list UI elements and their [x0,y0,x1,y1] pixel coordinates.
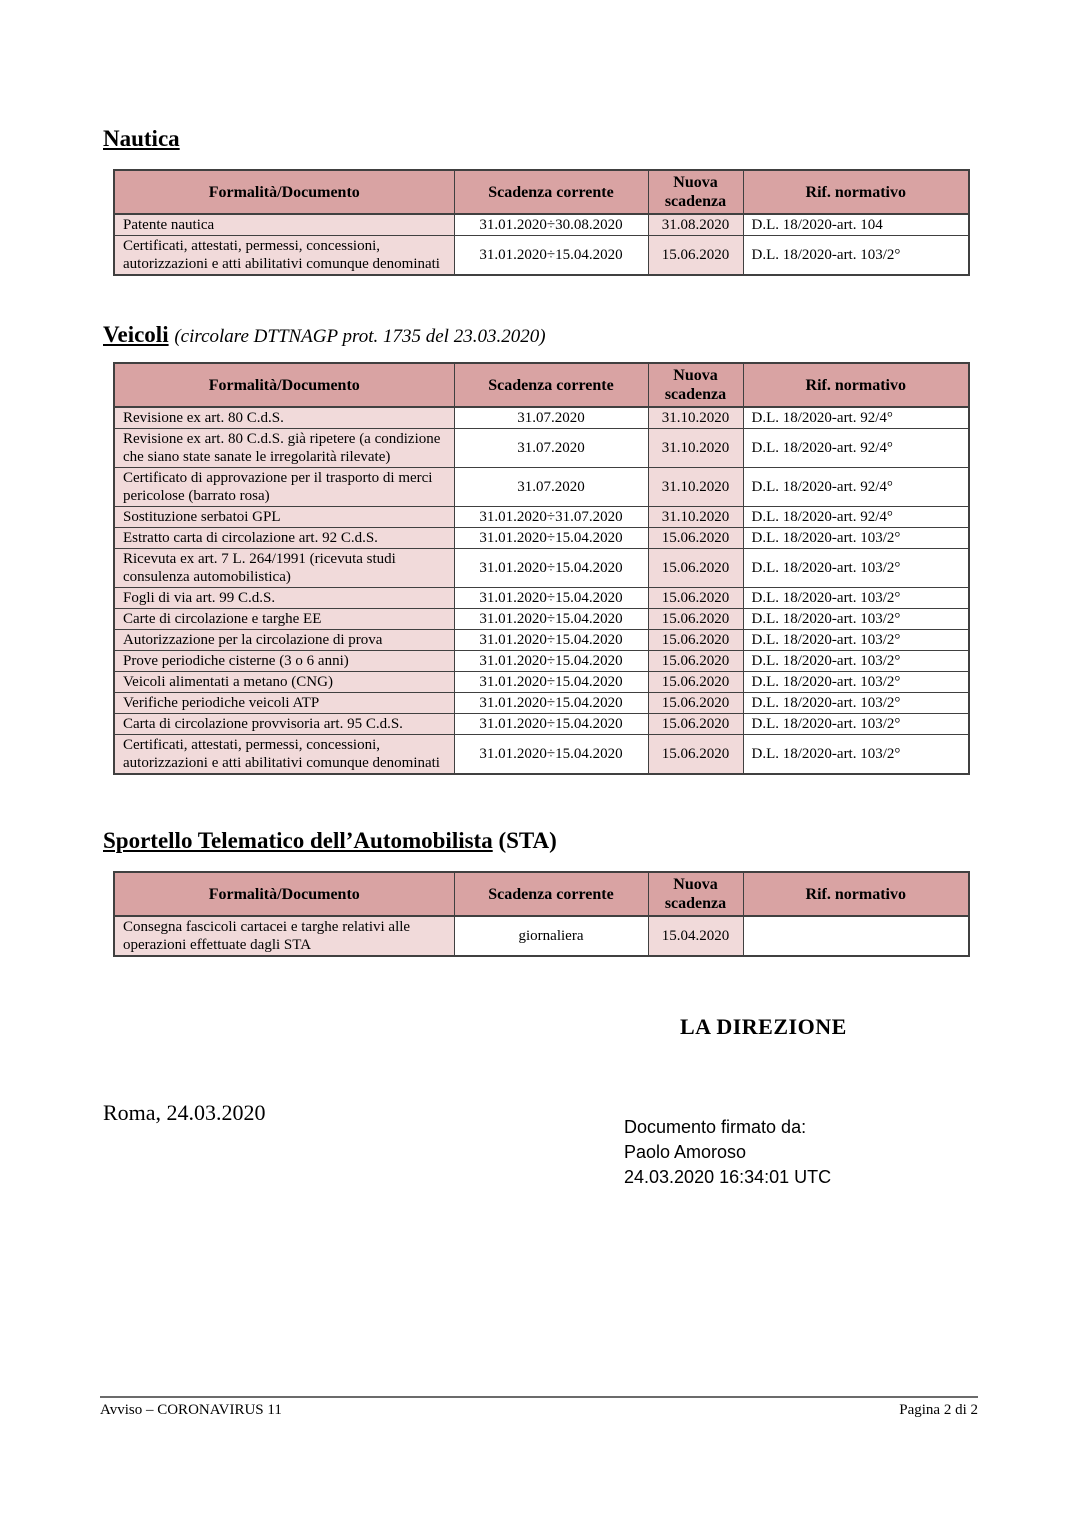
table-cell: 15.06.2020 [648,651,743,672]
table-cell: D.L. 18/2020-art. 103/2° [743,672,969,693]
table-cell: Sostituzione serbatoi GPL [114,507,454,528]
table-cell: Fogli di via art. 99 C.d.S. [114,588,454,609]
table-cell: 15.06.2020 [648,630,743,651]
section-title-sta: Sportello Telematico dell’Automobilista [103,828,493,853]
table-cell: 15.06.2020 [648,693,743,714]
table-cell: D.L. 18/2020-art. 103/2° [743,236,969,276]
table-cell: D.L. 18/2020-art. 92/4° [743,407,969,429]
table-cell: 31.07.2020 [454,429,648,468]
column-header: Rif. normativo [743,170,969,214]
table-cell: D.L. 18/2020-art. 103/2° [743,609,969,630]
table-cell: Ricevuta ex art. 7 L. 264/1991 (ricevuta studi consulenza automobilistica) [114,549,454,588]
table-row [114,609,969,630]
table-cell: D.L. 18/2020-art. 103/2° [743,588,969,609]
table-cell: giornaliera [454,916,648,956]
table-cell: 15.06.2020 [648,549,743,588]
table-cell [743,916,969,956]
table-cell: 15.06.2020 [648,528,743,549]
table-cell: 31.10.2020 [648,468,743,507]
table-cell: D.L. 18/2020-art. 103/2° [743,549,969,588]
column-header: Rif. normativo [743,363,969,407]
section-heading-veicoli [103,322,546,348]
table-cell: 31.01.2020÷15.04.2020 [454,714,648,735]
table-row [114,916,969,956]
table-row [114,468,969,507]
table-cell: D.L. 18/2020-art. 92/4° [743,507,969,528]
table-cell: Autorizzazione per la circolazione di prova [114,630,454,651]
table-row [114,236,969,276]
table-cell: 31.01.2020÷15.04.2020 [454,672,648,693]
table-cell: D.L. 18/2020-art. 92/4° [743,429,969,468]
table-row [114,693,969,714]
nautica-table [113,169,970,276]
footer-page-number: Pagina 2 di 2 [899,1402,978,1418]
table-cell: 15.04.2020 [648,916,743,956]
table-cell: 15.06.2020 [648,735,743,775]
table-cell: Carta di circolazione provvisoria art. 95 C.d.S. [114,714,454,735]
signature-line-timestamp: 24.03.2020 16:34:01 UTC [624,1167,832,1187]
column-header: Nuova scadenza [648,872,743,916]
table-cell: Revisione ex art. 80 C.d.S. [114,407,454,429]
table-cell: Carte di circolazione e targhe EE [114,609,454,630]
table-cell: D.L. 18/2020-art. 92/4° [743,468,969,507]
table-cell: 31.08.2020 [648,214,743,236]
page-footer [100,1402,978,1419]
table-row [114,735,969,775]
table-row [114,407,969,429]
table-cell: 31.01.2020÷15.04.2020 [454,609,648,630]
table-cell: D.L. 18/2020-art. 103/2° [743,735,969,775]
table-cell: Verifiche periodiche veicoli ATP [114,693,454,714]
table-row [114,651,969,672]
table-cell: 15.06.2020 [648,236,743,276]
table-cell: Certificati, attestati, permessi, concessioni, autorizzazioni e atti abilitativi comunque denominati [114,735,454,775]
table-cell: Patente nautica [114,214,454,236]
table-cell: D.L. 18/2020-art. 104 [743,214,969,236]
signature-line-name: Paolo Amoroso [624,1142,747,1162]
sta-table [113,871,970,957]
column-header: Scadenza corrente [454,363,648,407]
table-cell: 31.01.2020÷15.04.2020 [454,549,648,588]
table-cell: 31.07.2020 [454,468,648,507]
table-row [114,429,969,468]
nautica-table-body [114,214,969,275]
table-cell: 31.10.2020 [648,429,743,468]
column-header: Formalità/Documento [114,363,454,407]
column-header: Formalità/Documento [114,872,454,916]
table-cell: 31.01.2020÷15.04.2020 [454,528,648,549]
table-header-row [114,363,969,407]
section-title-sta-suffix: (STA) [498,828,557,853]
column-header: Rif. normativo [743,872,969,916]
veicoli-table [113,362,970,775]
table-cell: 31.01.2020÷15.04.2020 [454,735,648,775]
table-header-row [114,170,969,214]
table-cell: Certificato di approvazione per il trasporto di merci pericolose (barrato rosa) [114,468,454,507]
direzione-heading: LA DIREZIONE [680,1014,847,1039]
table-row [114,528,969,549]
table-header-row [114,872,969,916]
table-row [114,549,969,588]
table-cell: 31.01.2020÷15.04.2020 [454,651,648,672]
table-cell: D.L. 18/2020-art. 103/2° [743,528,969,549]
table-cell: 15.06.2020 [648,672,743,693]
column-header: Formalità/Documento [114,170,454,214]
footer-doc-label: Avviso – CORONAVIRUS 11 [100,1402,282,1418]
table-cell: 31.01.2020÷31.07.2020 [454,507,648,528]
table-cell: 31.01.2020÷30.08.2020 [454,214,648,236]
table-cell: 31.01.2020÷15.04.2020 [454,630,648,651]
table-row [114,672,969,693]
section-title-veicoli: Veicoli [103,322,169,347]
section-title-nautica: Nautica [103,126,180,151]
table-row [114,714,969,735]
footer-rule [100,1396,978,1398]
table-cell: 15.06.2020 [648,609,743,630]
column-header: Nuova scadenza [648,170,743,214]
signature-line-signed-by: Documento firmato da: [624,1117,807,1137]
table-cell: 15.06.2020 [648,588,743,609]
table-cell: 31.10.2020 [648,507,743,528]
table-cell: 31.01.2020÷15.04.2020 [454,693,648,714]
table-cell: D.L. 18/2020-art. 103/2° [743,630,969,651]
table-row [114,214,969,236]
table-cell: 15.06.2020 [648,714,743,735]
table-cell: 31.01.2020÷15.04.2020 [454,588,648,609]
table-cell: Revisione ex art. 80 C.d.S. già ripetere (a condizione che siano state sanate le irregolarità rilevate) [114,429,454,468]
column-header: Scadenza corrente [454,170,648,214]
table-cell: D.L. 18/2020-art. 103/2° [743,714,969,735]
table-cell: Certificati, attestati, permessi, concessioni, autorizzazioni e atti abilitativi comunque denominati [114,236,454,276]
table-cell: Veicoli alimentati a metano (CNG) [114,672,454,693]
column-header: Scadenza corrente [454,872,648,916]
table-row [114,630,969,651]
table-cell: 31.10.2020 [648,407,743,429]
column-header: Nuova scadenza [648,363,743,407]
table-row [114,588,969,609]
signature-block [624,1115,831,1190]
table-row [114,507,969,528]
section-subtitle-veicoli: (circolare DTTNAGP prot. 1735 del 23.03.2020) [174,326,546,347]
table-cell: Prove periodiche cisterne (3 o 6 anni) [114,651,454,672]
place-date: Roma, 24.03.2020 [103,1100,266,1125]
table-cell: Consegna fascicoli cartacei e targhe relativi alle operazioni effettuate dagli STA [114,916,454,956]
table-cell: 31.07.2020 [454,407,648,429]
table-cell: 31.01.2020÷15.04.2020 [454,236,648,276]
table-cell: D.L. 18/2020-art. 103/2° [743,651,969,672]
table-cell: D.L. 18/2020-art. 103/2° [743,693,969,714]
sta-table-body [114,916,969,956]
section-heading-sta [103,828,557,854]
veicoli-table-body [114,407,969,774]
table-cell: Estratto carta di circolazione art. 92 C.d.S. [114,528,454,549]
section-heading-nautica [103,126,180,152]
